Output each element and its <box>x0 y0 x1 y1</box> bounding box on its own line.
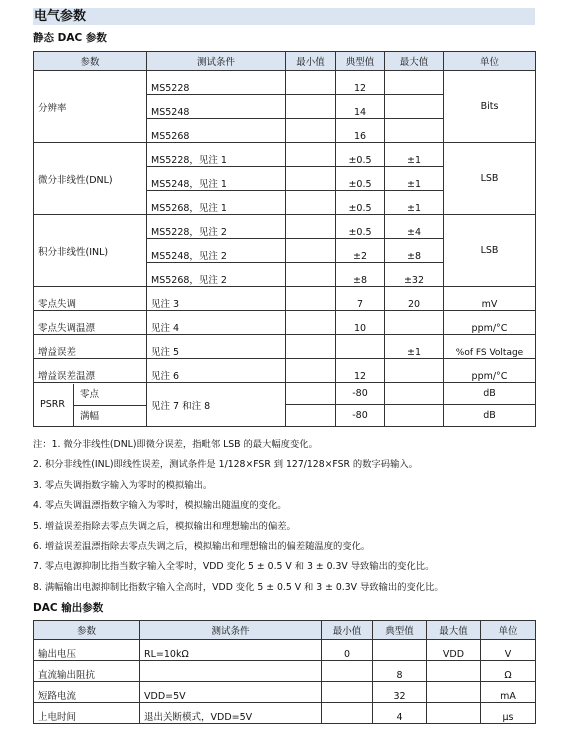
cell-typ: ±0.5 <box>336 191 385 215</box>
cell-param: 增益误差 <box>34 335 147 359</box>
cell-max: ±4 <box>385 215 444 239</box>
cell-min <box>322 703 373 724</box>
cell-max <box>427 703 481 724</box>
cell-min: 0 <box>322 640 373 661</box>
cell-max <box>385 119 444 143</box>
header-min: 最小值 <box>322 621 373 640</box>
header-condition: 测试条件 <box>140 621 322 640</box>
cell-min <box>286 263 336 287</box>
cell-min <box>286 311 336 335</box>
table-row <box>34 383 536 405</box>
header-unit: 单位 <box>444 52 536 71</box>
cell-min <box>286 287 336 311</box>
cell-unit: dB <box>444 383 536 405</box>
cell-max <box>385 95 444 119</box>
table-row <box>34 71 536 95</box>
header-max: 最大值 <box>427 621 481 640</box>
note-3: 3. 零点失调指数字输入为零时的模拟输出。 <box>33 479 213 491</box>
table-row <box>34 143 536 167</box>
cell-typ: 8 <box>373 661 427 682</box>
cell-unit: %of FS Voltage <box>444 335 536 359</box>
table-row <box>34 335 536 359</box>
header-max: 最大值 <box>385 52 444 71</box>
cell-min <box>286 359 336 383</box>
note-6: 6. 增益误差温漂指除去零点失调之后，模拟输出和理想输出的偏差随温度的变化。 <box>33 540 371 552</box>
cell-cond: MS5248 <box>147 95 286 119</box>
cell-unit: mV <box>444 287 536 311</box>
note-5: 5. 增益误差指除去零点失调之后，模拟输出和理想输出的偏差。 <box>33 520 296 532</box>
cell-cond: 见注 3 <box>147 287 286 311</box>
note-8: 8. 满幅输出电源抑制比指数字输入全高时，VDD 变化 5 ± 0.5 V 和 3 ± 0.3V 导致输出的变化比。 <box>33 581 444 593</box>
table-row <box>34 215 536 239</box>
header-unit: 单位 <box>481 621 536 640</box>
cell-cond: MS5248，见注 2 <box>147 239 286 263</box>
header-typ: 典型值 <box>373 621 427 640</box>
cell-param: 输出电压 <box>34 640 140 661</box>
cell-min <box>322 682 373 703</box>
cell-cond: MS5248，见注 1 <box>147 167 286 191</box>
cell-typ: -80 <box>336 383 385 405</box>
cell-max: ±8 <box>385 239 444 263</box>
cell-cond: MS5268，见注 1 <box>147 191 286 215</box>
unit-resolution: Bits <box>444 71 536 143</box>
cell-typ: 10 <box>336 311 385 335</box>
cell-typ: 12 <box>336 359 385 383</box>
note-1: 注：1. 微分非线性(DNL)即微分误差，指毗邻 LSB 的最大幅度变化。 <box>33 439 318 450</box>
notes <box>33 435 553 598</box>
cell-min <box>286 167 336 191</box>
cell-unit: ppm/°C <box>444 359 536 383</box>
cell-typ: 7 <box>336 287 385 311</box>
cell-max <box>427 682 481 703</box>
cell-cond: 退出关断模式，VDD=5V <box>140 703 322 724</box>
section-title: 电气参数 <box>33 8 535 25</box>
cell-min <box>286 215 336 239</box>
cell-param: 零点失调 <box>34 287 147 311</box>
cell-param: 上电时间 <box>34 703 140 724</box>
cell-max <box>385 359 444 383</box>
cell-cond: RL=10kΩ <box>140 640 322 661</box>
cell-cond: VDD=5V <box>140 682 322 703</box>
cell-typ: ±0.5 <box>336 215 385 239</box>
cell-cond: MS5268，见注 2 <box>147 263 286 287</box>
cell-max <box>385 311 444 335</box>
cell-typ: 14 <box>336 95 385 119</box>
table-row <box>34 661 536 682</box>
param-resolution: 分辨率 <box>34 71 147 143</box>
cell-typ <box>336 335 385 359</box>
cell-typ: -80 <box>336 405 385 427</box>
cell-typ <box>373 640 427 661</box>
psrr-sub-full: 满幅 <box>80 410 100 422</box>
unit-inl: LSB <box>444 215 536 287</box>
static-dac-table <box>33 51 536 427</box>
cell-unit: V <box>481 640 536 661</box>
cell-max: 20 <box>385 287 444 311</box>
table-row <box>34 640 536 661</box>
static-dac-subtitle: 静态 DAC 参数 <box>33 32 107 44</box>
cell-max: ±1 <box>385 143 444 167</box>
cell-min <box>286 95 336 119</box>
cell-min <box>286 405 336 427</box>
cell-min <box>286 335 336 359</box>
cell-cond: MS5228 <box>147 71 286 95</box>
cell-min <box>286 383 336 405</box>
cell-max: ±32 <box>385 263 444 287</box>
dac-output-subtitle: DAC 输出参数 <box>33 602 104 614</box>
cell-unit: μs <box>481 703 536 724</box>
param-psrr: PSRR <box>34 384 74 426</box>
dac-output-table <box>33 620 536 724</box>
cell-cond: MS5228，见注 2 <box>147 215 286 239</box>
header-min: 最小值 <box>286 52 336 71</box>
unit-dnl: LSB <box>444 143 536 215</box>
header-param: 参数 <box>34 52 147 71</box>
table-row <box>34 682 536 703</box>
cell-unit: mA <box>481 682 536 703</box>
cell-typ: 32 <box>373 682 427 703</box>
param-psrr-cell <box>34 383 147 427</box>
cell-max: VDD <box>427 640 481 661</box>
cell-typ: ±0.5 <box>336 143 385 167</box>
cell-max <box>385 383 444 405</box>
cell-unit: ppm/°C <box>444 311 536 335</box>
cell-cond: MS5228，见注 1 <box>147 143 286 167</box>
table-header-row <box>34 621 536 640</box>
cell-min <box>286 239 336 263</box>
header-typ: 典型值 <box>336 52 385 71</box>
cell-max: ±1 <box>385 167 444 191</box>
cell-typ: ±0.5 <box>336 167 385 191</box>
cell-param: 零点失调温漂 <box>34 311 147 335</box>
cell-max <box>385 405 444 427</box>
table-row <box>34 287 536 311</box>
header-condition: 测试条件 <box>147 52 286 71</box>
table-row <box>34 311 536 335</box>
cell-typ: 12 <box>336 71 385 95</box>
cell-cond: 见注 6 <box>147 359 286 383</box>
cell-cond: 见注 5 <box>147 335 286 359</box>
table-row <box>34 359 536 383</box>
note-7: 7. 零点电源抑制比指当数字输入全零时，VDD 变化 5 ± 0.5 V 和 3 ± 0.3V 导致输出的变化比。 <box>33 561 435 573</box>
cell-param: 直流输出阻抗 <box>34 661 140 682</box>
cell-unit: dB <box>444 405 536 427</box>
psrr-sub-zero: 零点 <box>74 384 146 406</box>
cell-cond: 见注 4 <box>147 311 286 335</box>
cell-typ: ±2 <box>336 239 385 263</box>
cell-max: ±1 <box>385 191 444 215</box>
cell-unit: Ω <box>481 661 536 682</box>
cell-cond: MS5268 <box>147 119 286 143</box>
cell-min <box>286 119 336 143</box>
param-inl: 积分非线性(INL) <box>34 215 147 287</box>
cell-max <box>385 71 444 95</box>
cell-param: 增益误差温漂 <box>34 359 147 383</box>
note-2: 2. 积分非线性(INL)即线性误差，测试条件是 1/128×FSR 到 127/128×FSR 的数字码输入。 <box>33 459 418 471</box>
cell-max: ±1 <box>385 335 444 359</box>
cell-max <box>427 661 481 682</box>
psrr-cond: 见注 7 和注 8 <box>147 383 286 427</box>
cell-min <box>322 661 373 682</box>
table-row <box>34 703 536 724</box>
cell-cond <box>140 661 322 682</box>
header-param: 参数 <box>34 621 140 640</box>
cell-typ: 4 <box>373 703 427 724</box>
cell-typ: 16 <box>336 119 385 143</box>
note-4: 4. 零点失调温漂指数字输入为零时，模拟输出随温度的变化。 <box>33 500 287 512</box>
cell-param: 短路电流 <box>34 682 140 703</box>
cell-typ: ±8 <box>336 263 385 287</box>
param-dnl: 微分非线性(DNL) <box>34 143 147 215</box>
cell-min <box>286 71 336 95</box>
cell-min <box>286 143 336 167</box>
table-header-row <box>34 52 536 71</box>
cell-min <box>286 191 336 215</box>
